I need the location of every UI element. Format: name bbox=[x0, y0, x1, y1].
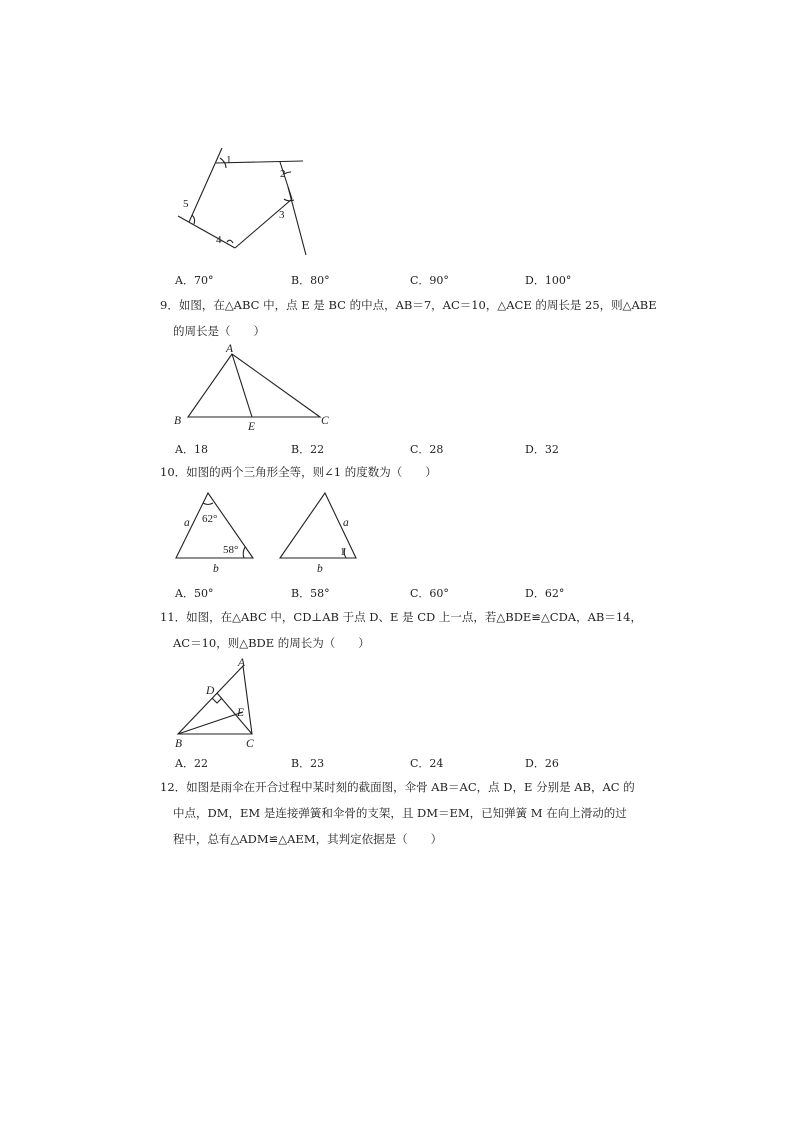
q12-stem-line3: 程中，总有△ADM≌△AEM，其判定依据是（ ） bbox=[173, 832, 443, 846]
q9-triangle-figure bbox=[170, 342, 340, 434]
q11-option-a[interactable]: A．22 bbox=[175, 757, 208, 770]
q8-label-3: 3 bbox=[279, 209, 285, 221]
q11-label-c: C bbox=[246, 738, 254, 750]
q10-label-a1: a bbox=[184, 517, 190, 529]
q11-label-a: A bbox=[238, 657, 246, 669]
q9-option-d[interactable]: D．32 bbox=[525, 443, 559, 456]
q8-label-4: 4 bbox=[216, 234, 222, 246]
q10-option-d[interactable]: D．62° bbox=[525, 587, 565, 600]
q8-option-d[interactable]: D．100° bbox=[525, 274, 572, 287]
q9-stem-line2: 的周长是（ ） bbox=[173, 324, 265, 338]
q11-label-b: B bbox=[175, 738, 183, 750]
q11-option-d[interactable]: D．26 bbox=[525, 757, 559, 770]
q11-option-c[interactable]: C．24 bbox=[410, 757, 444, 770]
q9-label-e: E bbox=[248, 421, 256, 433]
q9-option-a[interactable]: A．18 bbox=[175, 443, 208, 456]
q11-triangle-figure bbox=[170, 654, 270, 750]
q8-option-a[interactable]: A．70° bbox=[175, 274, 214, 287]
q10-label-b2: b bbox=[317, 563, 323, 575]
q11-option-b[interactable]: B．23 bbox=[291, 757, 325, 770]
q10-label-b1: b bbox=[213, 563, 219, 575]
q9-stem-line1: 9．如图，在△ABC 中，点 E 是 BC 的中点，AB＝7，AC＝10，△ACE 的周长是 25，则△ABE bbox=[160, 298, 657, 312]
q10-stem-line1: 10．如图的两个三角形全等，则∠1 的度数为（ ） bbox=[160, 465, 437, 479]
q10-label-1: 1 bbox=[340, 546, 346, 558]
q8-label-2: 2 bbox=[280, 168, 286, 180]
q10-label-a2: a bbox=[343, 517, 349, 529]
q9-label-b: B bbox=[174, 415, 182, 427]
q8-option-b[interactable]: B．80° bbox=[291, 274, 330, 287]
q11-stem-line2: AC＝10，则△BDE 的周长为（ ） bbox=[173, 636, 370, 650]
q9-label-c: C bbox=[321, 415, 329, 427]
q10-option-a[interactable]: A．50° bbox=[175, 587, 214, 600]
q12-stem-line2: 中点，DM，EM 是连接弹簧和伞骨的支架，且 DM＝EM，已知弹簧 M 在向上滑动的过 bbox=[173, 806, 627, 820]
q12-stem-line1: 12．如图是雨伞在开合过程中某时刻的截面图，伞骨 AB＝AC，点 D，E 分别是 AB，AC 的 bbox=[160, 780, 635, 794]
q10-option-c[interactable]: C．60° bbox=[410, 587, 449, 600]
q9-label-a: A bbox=[226, 343, 234, 355]
q10-label-58: 58° bbox=[223, 544, 239, 556]
q11-label-d: D bbox=[206, 685, 215, 697]
q9-option-c[interactable]: C．28 bbox=[410, 443, 444, 456]
q9-option-b[interactable]: B．22 bbox=[291, 443, 325, 456]
q8-label-5: 5 bbox=[183, 198, 189, 210]
q8-pentagon-figure bbox=[170, 140, 315, 260]
q11-label-e: E bbox=[237, 707, 245, 719]
q8-label-1: 1 bbox=[226, 154, 232, 166]
q8-option-c[interactable]: C．90° bbox=[410, 274, 449, 287]
q10-label-62: 62° bbox=[202, 513, 218, 525]
q10-option-b[interactable]: B．58° bbox=[291, 587, 330, 600]
q10-triangles-figure bbox=[170, 485, 370, 577]
q11-stem-line1: 11．如图，在△ABC 中，CD⊥AB 于点 D、E 是 CD 上一点，若△BDE≌△CDA，AB＝14， bbox=[160, 610, 643, 624]
